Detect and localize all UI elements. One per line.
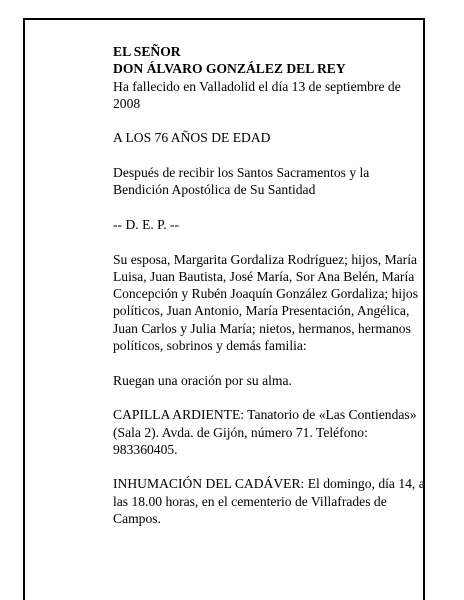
chapel-details: Tanatorio de «Las Contiendas» (Sala 2). Avda. de Gijón, número 71. Teléfono: 983360405. <box>113 407 417 457</box>
burial-details: El domingo, día 14, a las 18.00 horas, en el cementerio de Villafrades de Campos. <box>113 476 425 527</box>
age-line: A LOS 76 AÑOS DE EDAD <box>113 130 271 146</box>
prayer-line: Ruegan una oración por su alma. <box>113 372 292 388</box>
deceased-name: DON ÁLVARO GONZÁLEZ DEL REY <box>113 61 346 77</box>
death-statement: Ha fallecido en Valladolid el día 13 de septiembre de 2008 <box>113 78 401 111</box>
obituary-frame <box>23 18 425 600</box>
chapel-paragraph <box>113 406 427 458</box>
obituary-text <box>113 43 427 527</box>
burial-label: INHUMACIÓN DEL CADÁVER: <box>113 476 305 492</box>
family-paragraph: Su esposa, Margarita Gordaliza Rodríguez; hijos, María Luisa, Juan Bautista, José María, Sor Ana Belén, María Concepción y Rubén Joaquín González Gordaliza; hijos políticos, Juan Antonio, María Presentación, Angélica, Juan Carlos y Julia María; nietos, hermanos, hermanos políticos, sobrinos y demás familia: <box>113 251 419 354</box>
sacraments-line: Después de recibir los Santos Sacramentos y la Bendición Apostólica de Su Santidad <box>113 165 370 198</box>
heading-line-1: EL SEÑOR <box>113 44 181 59</box>
burial-paragraph <box>113 475 427 527</box>
chapel-label: CAPILLA ARDIENTE: <box>113 407 245 423</box>
rip-line: -- D. E. P. -- <box>113 216 180 232</box>
